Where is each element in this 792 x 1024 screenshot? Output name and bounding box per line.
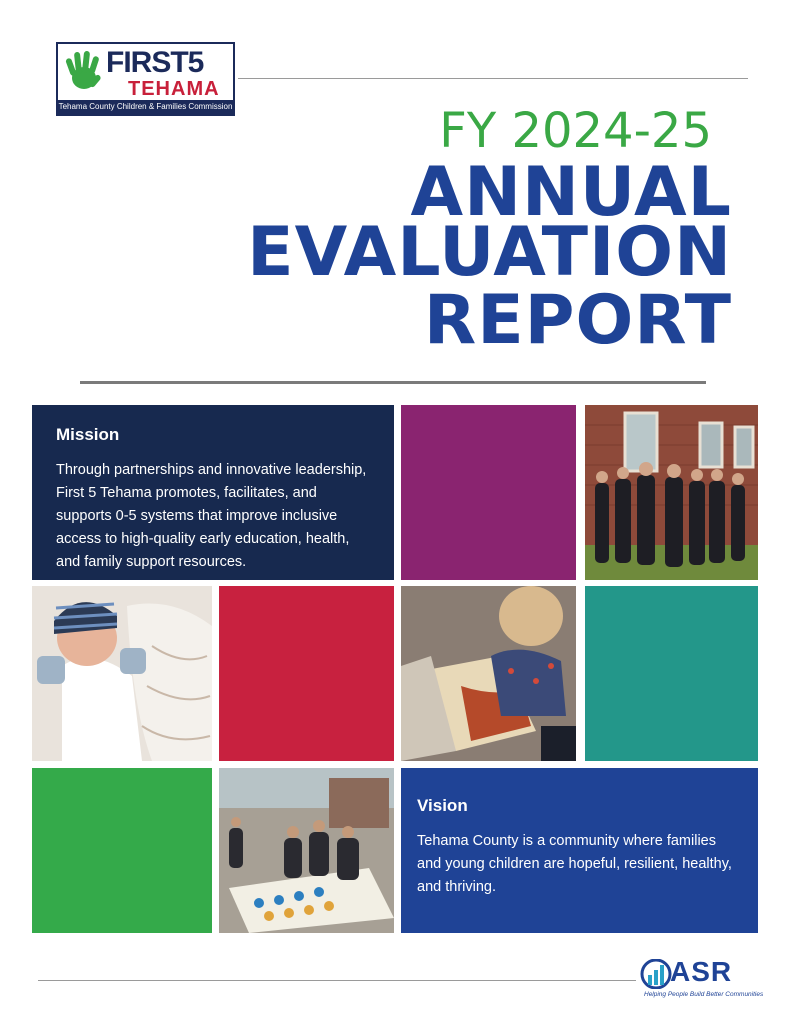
vision-body: Tehama County is a community where families and young children are hopeful, resilient, healthy, and thriving.: [417, 833, 732, 895]
asr-tagline: Helping People Build Better Communities: [644, 991, 764, 998]
asr-wordmark: ASR: [670, 956, 733, 987]
fiscal-year: FY 2024-25: [439, 103, 712, 159]
logo-tagline: Tehama County Children & Families Commission: [58, 100, 233, 114]
vision-panel: [401, 768, 758, 933]
children-game-photo: [219, 768, 394, 933]
staff-group-photo: [585, 405, 758, 580]
asr-logo: [640, 955, 764, 1005]
purple-tile: [401, 405, 576, 580]
logo-brand: FIRST5: [106, 46, 204, 79]
hand-icon: [64, 50, 102, 92]
red-tile: [219, 586, 394, 761]
footer-rule: [38, 980, 636, 981]
newborn-photo: [32, 586, 212, 761]
header-rule: [238, 78, 748, 79]
mission-heading: Mission: [56, 425, 120, 444]
title-line-report: REPORT: [423, 281, 732, 360]
title-line-evaluation: EVALUATION: [247, 213, 732, 292]
mission-panel: [32, 405, 394, 580]
asr-bars-icon: [640, 959, 672, 989]
teal-tile: [585, 586, 758, 761]
vision-heading: Vision: [417, 796, 468, 815]
title-rule: [80, 381, 706, 384]
first5-tehama-logo: [56, 42, 235, 116]
title-line-annual: ANNUAL: [410, 153, 732, 232]
logo-county: TEHAMA: [128, 78, 220, 100]
mission-body: Through partnerships and innovative leadership, First 5 Tehama promotes, facilitates, and supports 0-5 systems that improve inclusive access to high-quality early education, health, and family support resources.: [56, 462, 367, 570]
green-tile: [32, 768, 212, 933]
child-reading-photo: [401, 586, 576, 761]
